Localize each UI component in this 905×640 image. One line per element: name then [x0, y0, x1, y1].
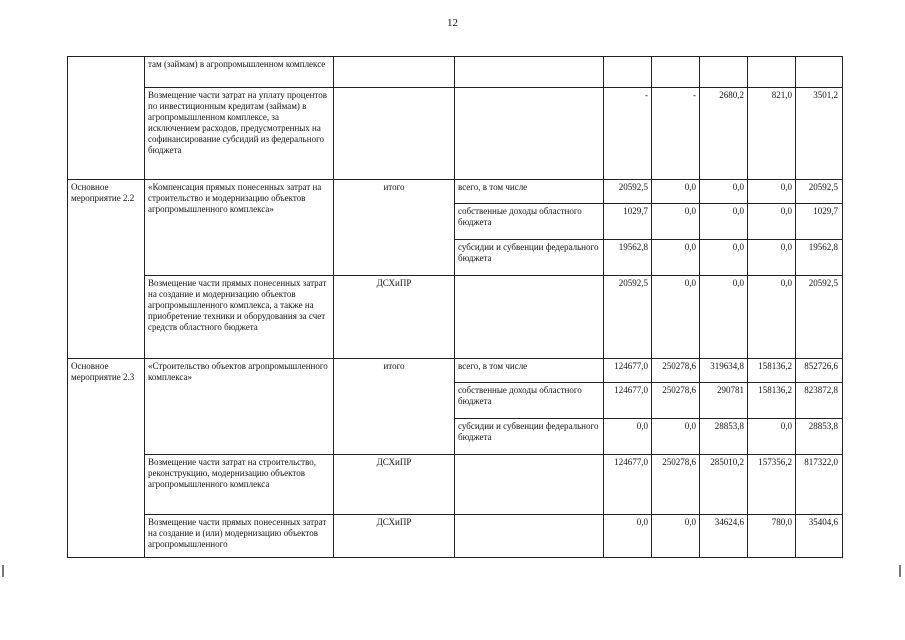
funding-source: [455, 57, 604, 88]
value-cell: 158136,2: [748, 383, 796, 419]
value-cell: 0,0: [748, 276, 796, 359]
page-number: 12: [447, 17, 458, 29]
value-cell: -: [652, 88, 700, 180]
total-cell: [796, 57, 843, 88]
value-cell: 285010,2: [700, 455, 748, 515]
value-cell: 0,0: [652, 204, 700, 240]
value-cell: 0,0: [604, 419, 652, 455]
total-cell: 20592,5: [796, 276, 843, 359]
table-row: [68, 515, 843, 558]
activity-name: [68, 57, 145, 180]
value-cell: 124677,0: [604, 455, 652, 515]
activity-description: «Компенсация прямых понесенных затрат на строительство и модернизацию объектов агропромышленного комплекса»: [145, 180, 334, 276]
executor: [334, 57, 455, 88]
funding-source: [455, 88, 604, 180]
value-cell: 34624,6: [700, 515, 748, 558]
value-cell: 0,0: [748, 180, 796, 204]
value-cell: 319634,8: [700, 359, 748, 383]
executor: [334, 88, 455, 180]
value-cell: 0,0: [652, 419, 700, 455]
funding-source: собственные доходы областного бюджета: [455, 204, 604, 240]
value-cell: 0,0: [748, 240, 796, 276]
value-cell: 250278,6: [652, 383, 700, 419]
value-cell: 157356,2: [748, 455, 796, 515]
value-cell: 0,0: [604, 515, 652, 558]
total-cell: 20592,5: [796, 180, 843, 204]
value-cell: 20592,5: [604, 276, 652, 359]
total-cell: 852726,6: [796, 359, 843, 383]
value-cell: 1029,7: [604, 204, 652, 240]
value-cell: [700, 57, 748, 88]
value-cell: 0,0: [652, 276, 700, 359]
total-cell: 823872,8: [796, 383, 843, 419]
value-cell: 158136,2: [748, 359, 796, 383]
value-cell: 124677,0: [604, 359, 652, 383]
value-cell: -: [604, 88, 652, 180]
activity-description: Возмещение части затрат на строительство, реконструкцию, модернизацию объектов агропромышленного комплекса: [145, 455, 334, 515]
scan-edge-mark-right: [899, 565, 901, 577]
table-row: [68, 276, 843, 359]
executor: итого: [334, 180, 455, 276]
scan-edge-mark-left: [2, 565, 4, 577]
activity-description: там (займам) в агропромышленном комплексе: [145, 57, 334, 88]
executor: ДСХиПР: [334, 515, 455, 558]
executor: ДСХиПР: [334, 455, 455, 515]
value-cell: 2680,2: [700, 88, 748, 180]
value-cell: 124677,0: [604, 383, 652, 419]
total-cell: 35404,6: [796, 515, 843, 558]
table-row: [68, 455, 843, 515]
value-cell: 821,0: [748, 88, 796, 180]
executor: итого: [334, 359, 455, 455]
value-cell: 19562,8: [604, 240, 652, 276]
value-cell: 0,0: [700, 276, 748, 359]
total-cell: 3501,2: [796, 88, 843, 180]
value-cell: 250278,6: [652, 455, 700, 515]
value-cell: 0,0: [652, 180, 700, 204]
value-cell: 28853,8: [700, 419, 748, 455]
value-cell: 0,0: [700, 204, 748, 240]
value-cell: 780,0: [748, 515, 796, 558]
table-row: [68, 359, 843, 383]
activity-name: Основное мероприятие 2.2: [68, 180, 145, 359]
table-row: [68, 180, 843, 204]
table-row: [68, 57, 843, 88]
funding-source: всего, в том числе: [455, 359, 604, 383]
activity-description: Возмещение части прямых понесенных затрат на создание и модернизацию объектов агропромышленного комплекса, а также на приобретение техники и оборудования за счет средств областного бюджета: [145, 276, 334, 359]
value-cell: 0,0: [700, 240, 748, 276]
total-cell: 28853,8: [796, 419, 843, 455]
value-cell: [604, 57, 652, 88]
value-cell: 20592,5: [604, 180, 652, 204]
value-cell: 0,0: [700, 180, 748, 204]
value-cell: 250278,6: [652, 359, 700, 383]
value-cell: 0,0: [652, 240, 700, 276]
budget-table: [67, 56, 843, 558]
value-cell: [748, 57, 796, 88]
value-cell: [652, 57, 700, 88]
funding-source: [455, 276, 604, 359]
total-cell: 817322,0: [796, 455, 843, 515]
table-row: [68, 88, 843, 180]
activity-description: Возмещение части затрат на уплату процентов по инвестиционным кредитам (займам) в агропромышленном комплексе, за исключением расходов, предусмотренных на софинансирование субсидий из федерального бюджета: [145, 88, 334, 180]
total-cell: 1029,7: [796, 204, 843, 240]
activity-description: Возмещение части прямых понесенных затрат на создание и (или) модернизацию объектов агропромышленного: [145, 515, 334, 558]
value-cell: 0,0: [748, 419, 796, 455]
funding-source: субсидии и субвенции федерального бюджета: [455, 419, 604, 455]
funding-source: [455, 455, 604, 515]
executor: ДСХиПР: [334, 276, 455, 359]
funding-source: собственные доходы областного бюджета: [455, 383, 604, 419]
funding-source: всего, в том числе: [455, 180, 604, 204]
activity-name: Основное мероприятие 2.3: [68, 359, 145, 558]
value-cell: 290781: [700, 383, 748, 419]
total-cell: 19562,8: [796, 240, 843, 276]
funding-source: субсидии и субвенции федерального бюджета: [455, 240, 604, 276]
value-cell: 0,0: [652, 515, 700, 558]
funding-source: [455, 515, 604, 558]
value-cell: 0,0: [748, 204, 796, 240]
activity-description: «Строительство объектов агропромышленного комплекса»: [145, 359, 334, 455]
